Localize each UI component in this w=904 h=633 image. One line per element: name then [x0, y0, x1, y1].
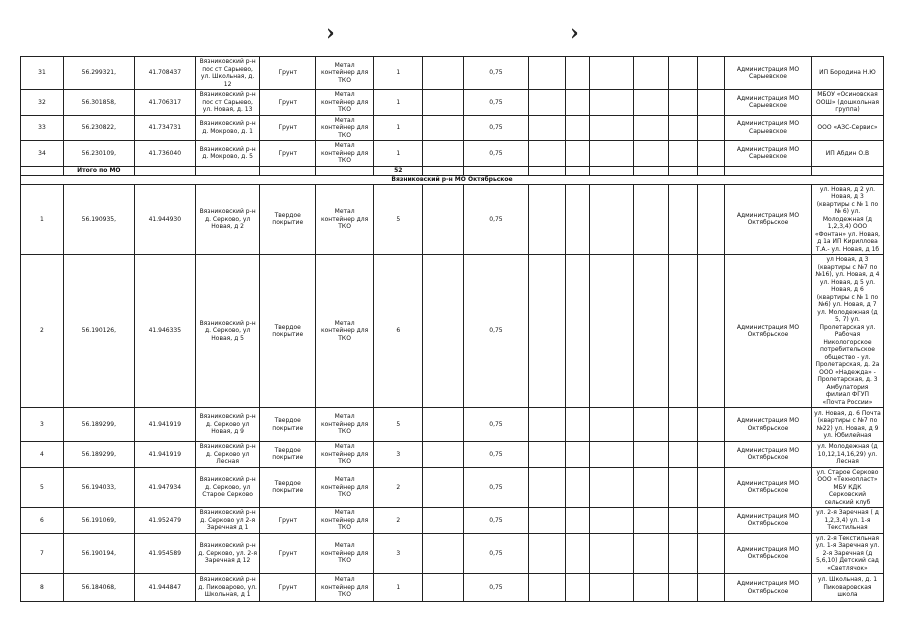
empty-cell	[566, 442, 590, 468]
owner: Администрация МО Октябрьское	[725, 184, 812, 255]
empty-cell	[633, 141, 668, 167]
table-row	[21, 141, 884, 167]
empty-cell	[566, 141, 590, 167]
empty-cell	[633, 508, 668, 534]
address: Вязниковский р-н д. Серково ул Лесная	[195, 442, 259, 468]
longitude: 41.708437	[134, 57, 195, 90]
empty-cell	[528, 90, 566, 116]
container-count: 1	[374, 574, 423, 602]
address: Вязниковский р-н д. Серково ул 2-я Заречная д 1	[195, 508, 259, 534]
container-volume: 0,75	[464, 508, 528, 534]
longitude: 41.736040	[134, 141, 195, 167]
longitude: 41.954589	[134, 533, 195, 574]
longitude: 41.706317	[134, 90, 195, 116]
empty-cell	[423, 467, 464, 508]
surface-type: Грунт	[260, 57, 316, 90]
address: Вязниковский р-н д. Серково, ул Новая, д 2	[195, 184, 259, 255]
surface-type: Грунт	[260, 533, 316, 574]
empty-cell	[566, 90, 590, 116]
container-type: Метал контейнер для ТКО	[316, 115, 374, 141]
empty-cell	[669, 442, 698, 468]
empty-cell	[698, 166, 725, 175]
empty-cell	[134, 166, 195, 175]
owner: Администрация МО Октябрьское	[725, 508, 812, 534]
empty-cell	[21, 166, 64, 175]
container-type: Метал контейнер для ТКО	[316, 533, 374, 574]
address: Вязниковский р-н д. Серково, ул. 2-я Заречная д 12	[195, 533, 259, 574]
owner: Администрация МО Сарыевское	[725, 141, 812, 167]
empty-cell	[423, 57, 464, 90]
empty-cell	[423, 574, 464, 602]
container-count: 2	[374, 467, 423, 508]
empty-cell	[698, 57, 725, 90]
owner: Администрация МО Октябрьское	[725, 533, 812, 574]
latitude: 56.184068,	[63, 574, 134, 602]
container-volume: 0,75	[464, 141, 528, 167]
waste-sources: ИП Абдин О.В	[811, 141, 883, 167]
longitude: 41.941919	[134, 442, 195, 468]
address: Вязниковский р-н д. Серково, ул Старое Серково	[195, 467, 259, 508]
container-volume: 0,75	[464, 115, 528, 141]
empty-cell	[528, 57, 566, 90]
empty-cell	[528, 255, 566, 408]
empty-cell	[669, 166, 698, 175]
section-header-row	[21, 175, 884, 184]
address: Вязниковский р-н д. Серково ул Новая, д 9	[195, 408, 259, 442]
empty-cell	[633, 90, 668, 116]
container-count: 5	[374, 408, 423, 442]
row-number: 8	[21, 574, 64, 602]
container-type: Метал контейнер для ТКО	[316, 467, 374, 508]
latitude: 56.230822,	[63, 115, 134, 141]
container-volume: 0,75	[464, 57, 528, 90]
row-number: 2	[21, 255, 64, 408]
waste-sources: ул. Молодежная (д 10,12,14,16,29) ул. Лесная	[811, 442, 883, 468]
empty-cell	[528, 574, 566, 602]
empty-cell	[423, 408, 464, 442]
owner: Администрация МО Сарыевское	[725, 90, 812, 116]
surface-type: Твердое покрытие	[260, 184, 316, 255]
table-row	[21, 574, 884, 602]
latitude: 56.194033,	[63, 467, 134, 508]
binding-hole-mark-left: ›	[326, 20, 335, 46]
empty-cell	[195, 166, 259, 175]
table-row	[21, 90, 884, 116]
empty-cell	[589, 533, 633, 574]
row-number: 34	[21, 141, 64, 167]
row-number: 31	[21, 57, 64, 90]
address: Вязниковский р-н д. Мокрово, д. 5	[195, 141, 259, 167]
surface-type: Грунт	[260, 574, 316, 602]
latitude: 56.301858,	[63, 90, 134, 116]
total-row	[21, 166, 884, 175]
empty-cell	[589, 141, 633, 167]
owner: Администрация МО Октябрьское	[725, 574, 812, 602]
address: Вязниковский р-н пос ст Сарыево, ул. Школьная, д. 12	[195, 57, 259, 90]
container-type: Метал контейнер для ТКО	[316, 90, 374, 116]
empty-cell	[669, 467, 698, 508]
empty-cell	[698, 533, 725, 574]
empty-cell	[528, 442, 566, 468]
empty-cell	[589, 408, 633, 442]
empty-cell	[566, 166, 590, 175]
empty-cell	[589, 574, 633, 602]
container-volume: 0,75	[464, 90, 528, 116]
longitude: 41.944930	[134, 184, 195, 255]
empty-cell	[589, 115, 633, 141]
row-number: 7	[21, 533, 64, 574]
owner: Администрация МО Октябрьское	[725, 255, 812, 408]
waste-sources: ул. Новая, д 2 ул. Новая, д 3 (квартиры с № 1 по № 6) ул. Молодежная (д 1,2,3,4) ООО «Фонтан» ул. Новая, д 1а ИП Кириллова Т.А.- ул. Новая, д 1б	[811, 184, 883, 255]
owner: Администрация МО Сарыевское	[725, 115, 812, 141]
empty-cell	[566, 508, 590, 534]
surface-type: Грунт	[260, 141, 316, 167]
empty-cell	[528, 408, 566, 442]
container-count: 3	[374, 533, 423, 574]
empty-cell	[528, 184, 566, 255]
table-row	[21, 508, 884, 534]
waste-sources: ул. Школьная, д. 1 Пиковаровская школа	[811, 574, 883, 602]
empty-cell	[528, 166, 566, 175]
empty-cell	[316, 166, 374, 175]
empty-cell	[566, 57, 590, 90]
waste-sources: ул Новая, д 3 (квартиры с №7 по №16), ул. Новая, д 4 ул. Новая, д 5 ул. Новая, д 6 (квартиры с № 1 по №6) ул. Новая, д 7 ул. Молодежная (д 5, 7) ул. Пролетарская ул. Рабочая Никологорское потребительское общество - ул. Пролетарская, д. 2а ООО «Надежда» - Пролетарская, д. 3 Амбулатория филиал ФГУП «Почта России»	[811, 255, 883, 408]
empty-cell	[633, 442, 668, 468]
empty-cell	[464, 166, 528, 175]
empty-cell	[669, 508, 698, 534]
empty-cell	[698, 90, 725, 116]
empty-cell	[566, 184, 590, 255]
empty-cell	[528, 115, 566, 141]
empty-cell	[633, 255, 668, 408]
owner: Администрация МО Октябрьское	[725, 442, 812, 468]
container-volume: 0,75	[464, 442, 528, 468]
empty-cell	[423, 533, 464, 574]
latitude: 56.189299,	[63, 408, 134, 442]
longitude: 41.944847	[134, 574, 195, 602]
longitude: 41.952479	[134, 508, 195, 534]
empty-cell	[698, 574, 725, 602]
longitude: 41.941919	[134, 408, 195, 442]
empty-cell	[528, 533, 566, 574]
waste-sources: ИП Бородина Н.Ю	[811, 57, 883, 90]
total-label: Итого по МО	[63, 166, 134, 175]
surface-type: Грунт	[260, 90, 316, 116]
empty-cell	[423, 508, 464, 534]
empty-cell	[633, 467, 668, 508]
empty-cell	[423, 90, 464, 116]
empty-cell	[566, 574, 590, 602]
empty-cell	[725, 166, 812, 175]
empty-cell	[589, 166, 633, 175]
container-type: Метал контейнер для ТКО	[316, 442, 374, 468]
section-title: Вязниковский р-н МО Октябрьское	[21, 175, 884, 184]
empty-cell	[566, 255, 590, 408]
table-row	[21, 533, 884, 574]
row-number: 1	[21, 184, 64, 255]
binding-hole-mark-right: ›	[570, 20, 579, 46]
address: Вязниковский р-н д. Пиковарово, ул. Школьная, д 1	[195, 574, 259, 602]
latitude: 56.190935,	[63, 184, 134, 255]
total-value: 52	[374, 166, 423, 175]
empty-cell	[698, 115, 725, 141]
waste-sources: ул. 2-я Заречная ( д 1,2,3,4) ул. 1-я Текстильная	[811, 508, 883, 534]
empty-cell	[589, 467, 633, 508]
empty-cell	[589, 184, 633, 255]
owner: Администрация МО Октябрьское	[725, 467, 812, 508]
empty-cell	[423, 255, 464, 408]
empty-cell	[633, 115, 668, 141]
empty-cell	[669, 115, 698, 141]
empty-cell	[528, 141, 566, 167]
container-volume: 0,75	[464, 467, 528, 508]
empty-cell	[633, 57, 668, 90]
empty-cell	[589, 90, 633, 116]
empty-cell	[589, 442, 633, 468]
empty-cell	[260, 166, 316, 175]
empty-cell	[698, 467, 725, 508]
empty-cell	[669, 255, 698, 408]
empty-cell	[423, 141, 464, 167]
row-number: 5	[21, 467, 64, 508]
surface-type: Грунт	[260, 508, 316, 534]
table-row	[21, 57, 884, 90]
empty-cell	[633, 574, 668, 602]
row-number: 32	[21, 90, 64, 116]
empty-cell	[423, 115, 464, 141]
container-type: Метал контейнер для ТКО	[316, 255, 374, 408]
empty-cell	[698, 442, 725, 468]
empty-cell	[698, 141, 725, 167]
empty-cell	[698, 184, 725, 255]
empty-cell	[566, 115, 590, 141]
empty-cell	[698, 255, 725, 408]
empty-cell	[669, 184, 698, 255]
empty-cell	[669, 533, 698, 574]
container-volume: 0,75	[464, 574, 528, 602]
empty-cell	[423, 166, 464, 175]
empty-cell	[669, 408, 698, 442]
empty-cell	[589, 255, 633, 408]
empty-cell	[566, 467, 590, 508]
latitude: 56.189299,	[63, 442, 134, 468]
longitude: 41.947934	[134, 467, 195, 508]
empty-cell	[528, 508, 566, 534]
container-count: 1	[374, 141, 423, 167]
owner: Администрация МО Октябрьское	[725, 408, 812, 442]
longitude: 41.734731	[134, 115, 195, 141]
table-row	[21, 467, 884, 508]
empty-cell	[528, 467, 566, 508]
row-number: 6	[21, 508, 64, 534]
table-row	[21, 115, 884, 141]
surface-type: Твердое покрытие	[260, 442, 316, 468]
waste-sources: ул. Старое Серково ООО «Технопласт» МБУ КДК Серковский сельский клуб	[811, 467, 883, 508]
container-volume: 0,75	[464, 533, 528, 574]
container-count: 1	[374, 115, 423, 141]
empty-cell	[669, 57, 698, 90]
surface-type: Грунт	[260, 115, 316, 141]
container-type: Метал контейнер для ТКО	[316, 184, 374, 255]
address: Вязниковский р-н д. Серково, ул Новая, д 5	[195, 255, 259, 408]
empty-cell	[633, 166, 668, 175]
waste-sources: ООО «АЗС-Сервис»	[811, 115, 883, 141]
container-volume: 0,75	[464, 255, 528, 408]
container-count: 6	[374, 255, 423, 408]
container-count: 1	[374, 57, 423, 90]
container-type: Метал контейнер для ТКО	[316, 574, 374, 602]
container-count: 3	[374, 442, 423, 468]
latitude: 56.190194,	[63, 533, 134, 574]
container-count: 5	[374, 184, 423, 255]
surface-type: Твердое покрытие	[260, 467, 316, 508]
table-row	[21, 184, 884, 255]
empty-cell	[589, 508, 633, 534]
empty-cell	[589, 57, 633, 90]
table-row	[21, 408, 884, 442]
empty-cell	[669, 90, 698, 116]
empty-cell	[633, 184, 668, 255]
row-number: 33	[21, 115, 64, 141]
waste-sources: МБОУ «Осиновская ООШ» (дошкольная группа)	[811, 90, 883, 116]
address: Вязниковский р-н пос ст Сарыево, ул. Новая, д. 13	[195, 90, 259, 116]
empty-cell	[698, 408, 725, 442]
owner: Администрация МО Сарыевское	[725, 57, 812, 90]
table-row	[21, 442, 884, 468]
waste-site-registry-table	[20, 56, 884, 602]
container-count: 1	[374, 90, 423, 116]
empty-cell	[633, 408, 668, 442]
row-number: 4	[21, 442, 64, 468]
table-row	[21, 255, 884, 408]
empty-cell	[423, 442, 464, 468]
surface-type: Твердое покрытие	[260, 255, 316, 408]
empty-cell	[669, 141, 698, 167]
empty-cell	[669, 574, 698, 602]
empty-cell	[423, 184, 464, 255]
container-type: Метал контейнер для ТКО	[316, 141, 374, 167]
empty-cell	[698, 508, 725, 534]
container-type: Метал контейнер для ТКО	[316, 508, 374, 534]
container-volume: 0,75	[464, 408, 528, 442]
surface-type: Твердое покрытие	[260, 408, 316, 442]
container-type: Метал контейнер для ТКО	[316, 57, 374, 90]
empty-cell	[811, 166, 883, 175]
empty-cell	[566, 533, 590, 574]
latitude: 56.299321,	[63, 57, 134, 90]
container-count: 2	[374, 508, 423, 534]
latitude: 56.230109,	[63, 141, 134, 167]
waste-sources: ул. Новая, д. 6 Почта (квартиры с №7 по №22) ул. Новая, д 9 ул. Юбилейная	[811, 408, 883, 442]
row-number: 3	[21, 408, 64, 442]
empty-cell	[566, 408, 590, 442]
latitude: 56.191069,	[63, 508, 134, 534]
longitude: 41.946335	[134, 255, 195, 408]
address: Вязниковский р-н д. Мокрово, д. 1	[195, 115, 259, 141]
empty-cell	[633, 533, 668, 574]
container-type: Метал контейнер для ТКО	[316, 408, 374, 442]
latitude: 56.190126,	[63, 255, 134, 408]
container-volume: 0,75	[464, 184, 528, 255]
waste-sources: ул. 2-я Текстильная ул. 1-я Заречная ул. 2-я Заречная (д 5,6,10) Детский сад «Светлячок»	[811, 533, 883, 574]
